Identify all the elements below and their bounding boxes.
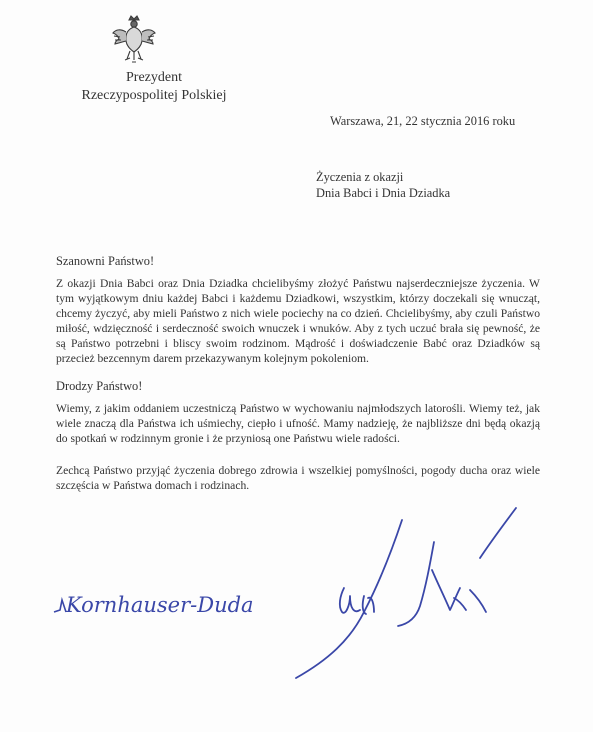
signature-right: [280, 500, 520, 700]
salutation: Szanowni Państwo!: [56, 254, 155, 268]
salutation-2: Drodzy Państwo!: [56, 379, 143, 393]
letter-date: Warszawa, 21, 22 stycznia 2016 roku: [330, 114, 516, 128]
paragraph-2: Wiemy, z jakim oddaniem uczestniczą Państwo w wychowaniu najmłodszych latorośli. Wiemy też, jak wiele znaczą dla Państwa ich uśmiechy, ciepło i ufność. Mamy nadzieję, że najbliższe dni będą okazją do spotkań w rodzinnym gronie i że przyniosą one Państwu wiele radości.: [56, 402, 540, 445]
header-subtitle: Rzeczypospolitej Polskiej: [81, 88, 227, 103]
paragraph-3: Zechcą Państwo przyjąć życzenia dobrego zdrowia i wszelkiej pomyślności, pogody ducha oraz wiele szczęścia w Państwa domach i rodzinach.: [56, 464, 540, 492]
signature-left: [52, 588, 272, 628]
signature-left-text: Kornhauser-Duda: [66, 593, 254, 617]
paragraph-1: Z okazji Dnia Babci oraz Dnia Dziadka chcielibyśmy złożyć Państwu najserdeczniejsze życzenia. W tym wyjątkowym dniu każdej Babci i każdemu Dziadkowi, wszystkim, którzy doczekali się wnucząt, chcemy życzyć, aby mieli Państwo z nich wiele pociechy na co dzień. Chcielibyśmy, aby czuli Państwo miłość, wdzięczność i serdeczność swoich wnuczek i wnuków. Aby z tych uczuć brała się pewność, że są Państwo potrzebni i bliscy swoim rodzinom. Mądrość i doświadczenie Babć oraz Dziadków są przecież bezcennym darem przekazywanym kolejnym pokoleniom.: [56, 277, 540, 365]
subject-line-2: Dnia Babci i Dnia Dziadka: [316, 186, 451, 200]
header-title: Prezydent: [126, 70, 182, 85]
subject-line-1: Życzenia z okazji: [316, 170, 404, 184]
polish-eagle-emblem-icon: [112, 14, 156, 64]
